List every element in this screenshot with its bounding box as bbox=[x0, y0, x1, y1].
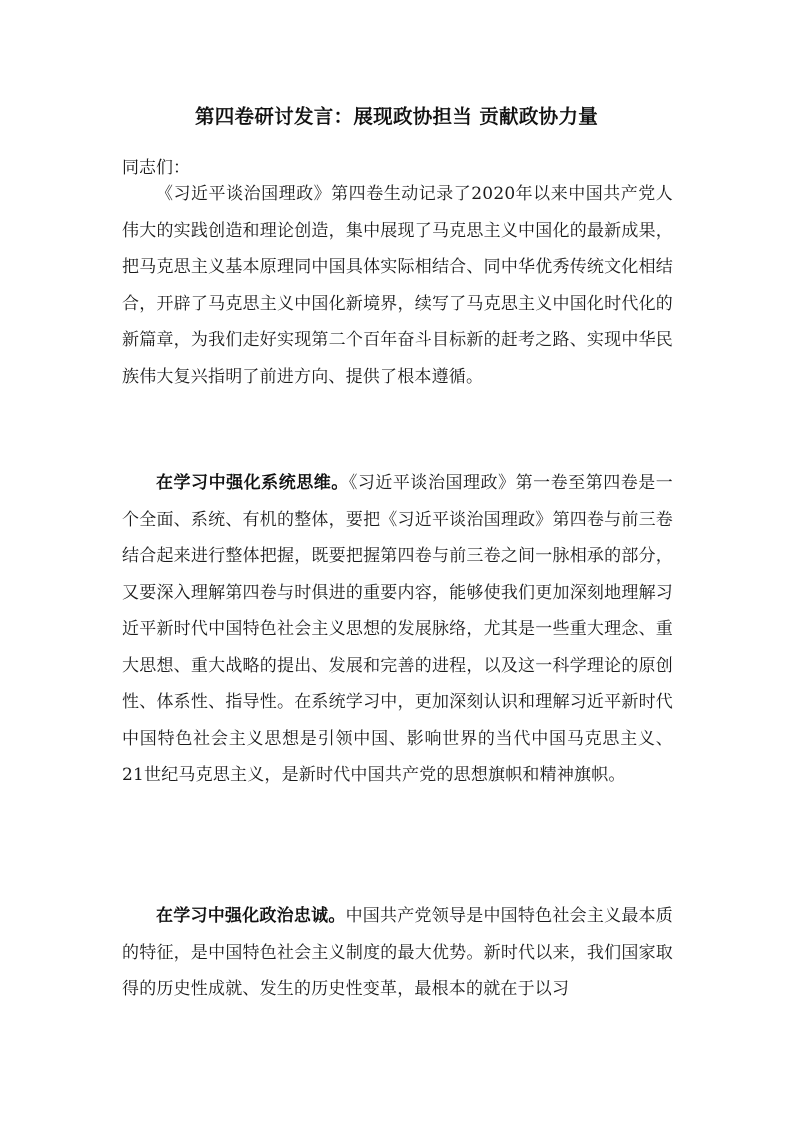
paragraph-text: 《习近平谈治国理政》第四卷生动记录了2020年以来中国共产党人伟大的实践创造和理论创造，集中展现了马克思主义中国化的最新成果，把马克思主义基本原理同中国具体实际相结合、同中华优秀传统文化相结合，开辟了马克思主义中国化新境界，续写了马克思主义中国化时代化的新篇章，为我们走好实现第二个百年奋斗目标新的赶考之路、实现中华民族伟大复兴指明了前进方向、提供了根本遵循。 bbox=[122, 184, 673, 387]
paragraph-text: 中国共产党领导是中国特色社会主义最本质的特征，是中国特色社会主义制度的最大优势。新时代以来，我们国家取得的历史性成就、发生的历史性变革，最根本的就在于以习 bbox=[122, 906, 673, 999]
paragraph-heading: 在学习中强化系统思维。 bbox=[156, 473, 349, 493]
paragraph-text: 《习近平谈治国理政》第一卷至第四卷是一个全面、系统、有机的整体，要把《习近平谈治国理政》第四卷与前三卷结合起来进行整体把握，既要把握第四卷与前三卷之间一脉相承的部分，又要深入理解第四卷与时俱进的重要内容，能够使我们更加深刻地理解习近平新时代中国特色社会主义思想的发展脉络，尤其是一些重大理念、重大思想、重大战略的提出、发展和完善的进程，以及这一科学理论的原创性、体系性、指导性。在系统学习中，更加深刻认识和理解习近平新时代中国特色社会主义思想是引领中国、影响世界的当代中国马克思主义、21世纪马克思主义，是新时代中国共产党的思想旗帜和精神旗帜。 bbox=[122, 473, 673, 785]
greeting: 同志们： bbox=[122, 158, 190, 178]
paragraph-systematic-thinking bbox=[122, 465, 673, 794]
paragraph-intro bbox=[122, 176, 673, 395]
document-title: 第四卷研讨发言：展现政协担当 贡献政协力量 bbox=[194, 105, 599, 128]
paragraph-heading: 在学习中强化政治忠诚。 bbox=[156, 906, 346, 926]
paragraph-political-loyalty bbox=[122, 898, 673, 1008]
